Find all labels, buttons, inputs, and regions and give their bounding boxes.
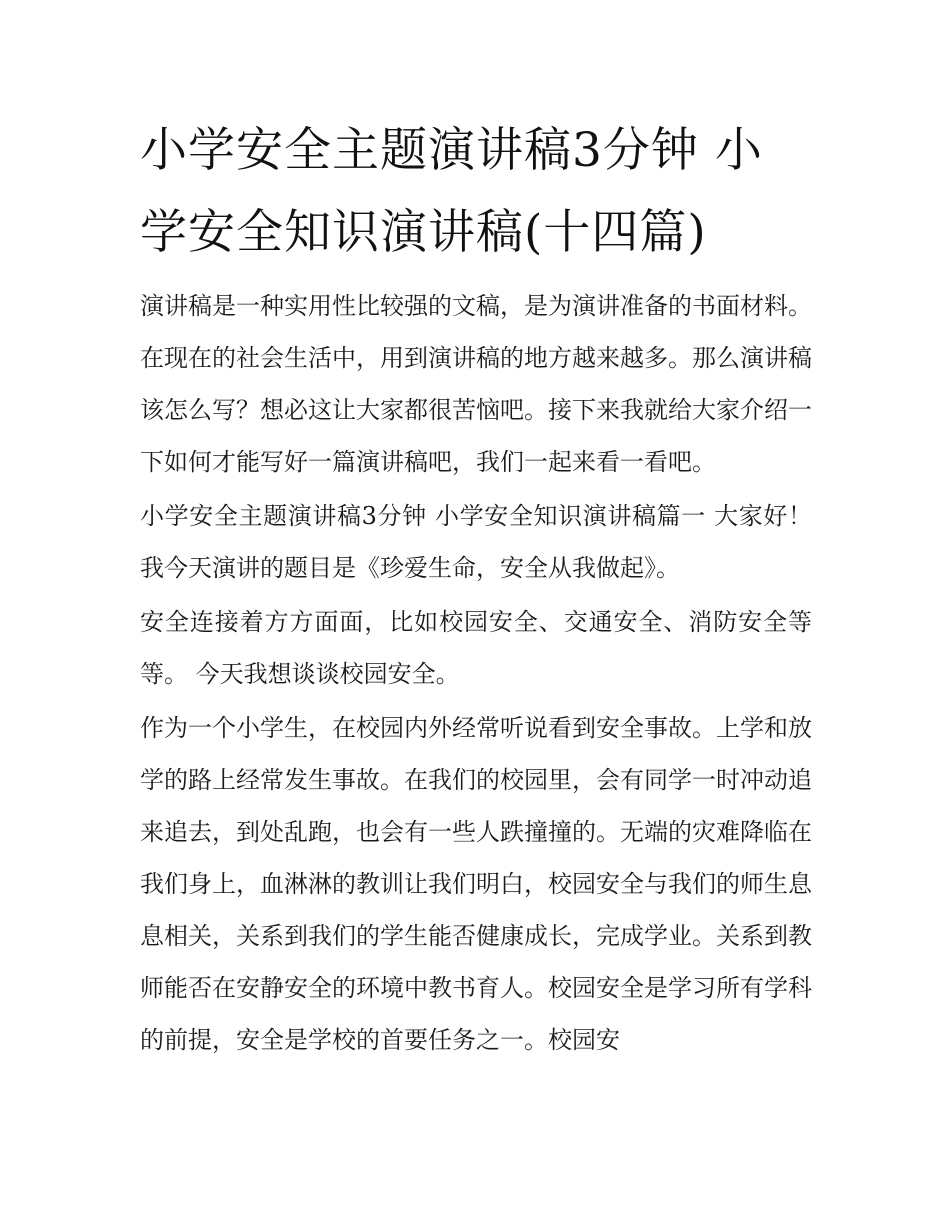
document-body: [140, 280, 812, 1066]
speech-opening-paragraph: 小学安全主题演讲稿3分钟 小学安全知识演讲稿篇一 大家好！ 我今天演讲的题目是《珍爱生命，安全从我做起》。: [140, 502, 812, 582]
intro-paragraph: 演讲稿是一种实用性比较强的文稿，是为演讲准备的书面材料。在现在的社会生活中，用到演讲稿的地方越来越多。那么演讲稿该怎么写？想必这让大家都很苦恼吧。接下来我就给大家介绍一下如何才能写好一篇演讲稿吧，我们一起来看一看吧。: [140, 292, 812, 476]
campus-safety-paragraph: 作为一个小学生，在校园内外经常听说看到安全事故。上学和放学的路上经常发生事故。在我们的校园里，会有同学一时冲动追来追去，到处乱跑，也会有一些人跌撞撞的。无端的灾难降临在我们身上，血淋淋的教训让我们明白，校园安全与我们的师生息息相关，关系到我们的学生能否健康成长，完成学业。关系到教师能否在安静安全的环境中教书育人。校园安全是学习所有学科的前提，安全是学校的首要任务之一。校园安: [140, 714, 812, 1054]
document-title: 小学安全主题演讲稿3分钟 小学安全知识演讲稿(十四篇): [140, 123, 763, 260]
safety-topic-paragraph: 安全连接着方方面面，比如校园安全、交通安全、消防安全等等。 今天我想谈谈校园安全。: [140, 608, 812, 688]
